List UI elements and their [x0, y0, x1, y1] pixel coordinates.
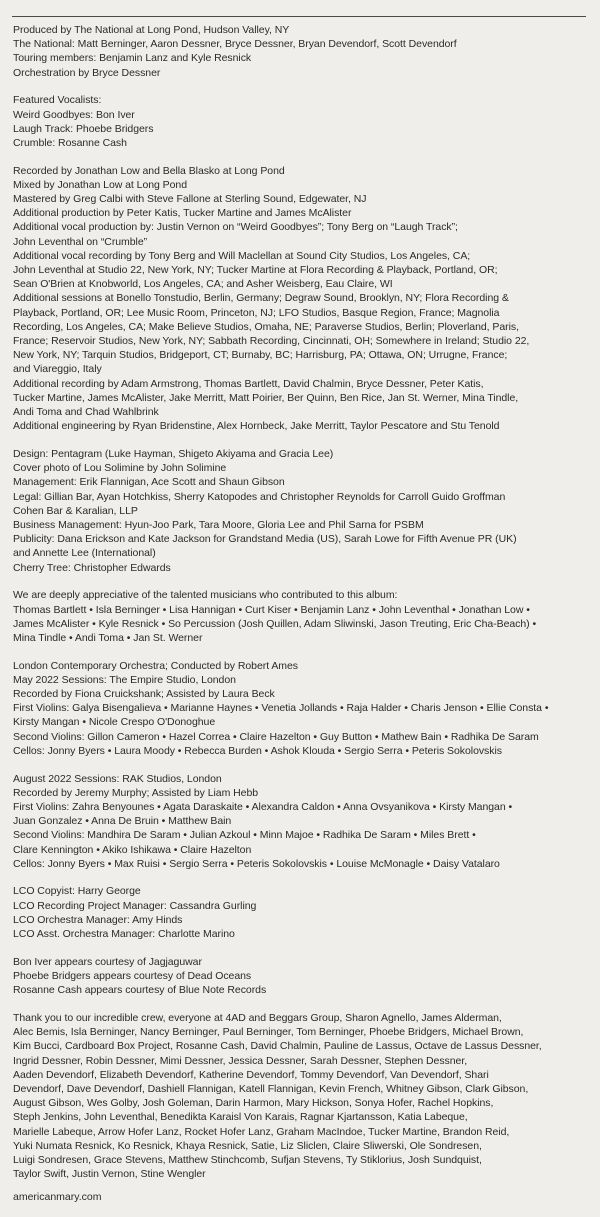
- credit-line: Sean O'Brien at Knobworld, Los Angeles, CA; and Asher Weisberg, Eau Claire, WI: [13, 278, 393, 291]
- credit-line: First Violins: Zahra Benyounes • Agata Daraskaite • Alexandra Caldon • Anna Ovsyanikova • Kirsty Mangan •: [13, 800, 513, 813]
- credit-line: Steph Jenkins, John Leventhal, Benedikta Karaisl Von Karais, Ragnar Kjartansson, Katia Labeque,: [13, 1111, 468, 1124]
- credits-section-musicians: [13, 588, 589, 645]
- credit-line: Mastered by Greg Calbi with Steve Fallone at Sterling Sound, Edgewater, NJ: [13, 193, 367, 206]
- credit-line: Marielle Labeque, Arrow Hofer Lanz, Rocket Hofer Lanz, Graham MacIndoe, Tucker Martine, Brandon Reid,: [13, 1125, 510, 1138]
- credit-line: Juan Gonzalez • Anna De Bruin • Matthew Bain: [13, 815, 232, 828]
- credits-section-featured-vocalists: [13, 93, 589, 150]
- credit-line: Bon Iver appears courtesy of Jagjaguwar: [13, 955, 202, 968]
- credit-line: Taylor Swift, Justin Vernon, Stine Wengler: [13, 1168, 206, 1181]
- top-divider: [12, 16, 586, 17]
- credits-section-design-management: [13, 447, 589, 575]
- credit-line: Cohen Bar & Karalian, LLP: [13, 504, 138, 517]
- credits-section-production: [13, 23, 589, 80]
- credit-line: Aaden Devendorf, Elizabeth Devendorf, Katherine Devendorf, Tommy Devendorf, Van Devendorf, Shari: [13, 1068, 489, 1081]
- credit-line: Additional production by Peter Katis, Tucker Martine and James McAlister: [13, 207, 352, 220]
- credit-line: Legal: Gillian Bar, Ayan Hotchkiss, Sherry Katopodes and Christopher Reynolds for Carroll Guido Groffman: [13, 490, 506, 503]
- credit-line: New York, NY; Tarquin Studios, Bridgeport, CT; Burnaby, BC; Harrisburg, PA; Ottawa, ON; Urrugne, France;: [13, 349, 508, 362]
- credit-line: August 2022 Sessions: RAK Studios, London: [13, 772, 222, 785]
- credit-line: Additional vocal recording by Tony Berg and Will Maclellan at Sound City Studios, Los Angeles, CA;: [13, 249, 471, 262]
- credit-line: Alec Bemis, Isla Berninger, Nancy Berninger, Paul Berninger, Tom Berninger, Phoebe Bridgers, Michael Brown,: [13, 1026, 524, 1039]
- credit-line: Rosanne Cash appears courtesy of Blue Note Records: [13, 984, 267, 997]
- credit-line: LCO Orchestra Manager: Amy Hinds: [13, 913, 183, 926]
- credit-line: Tucker Martine, James McAlister, Jake Merritt, Matt Poirier, Ber Quinn, Ben Rice, Jan St. Werner, Mina Tindle,: [13, 391, 519, 404]
- credit-line: Second Violins: Gillon Cameron • Hazel Correa • Claire Hazelton • Guy Button • Mathew Bain • Radhika De Saram: [13, 730, 539, 743]
- credit-line: Touring members: Benjamin Lanz and Kyle Resnick: [13, 52, 252, 65]
- credit-line: Recorded by Fiona Cruickshank; Assisted by Laura Beck: [13, 688, 275, 701]
- credit-line: Laugh Track: Phoebe Bridgers: [13, 122, 154, 135]
- credit-line: Mixed by Jonathan Low at Long Pond: [13, 178, 188, 191]
- credits-section-recording: [13, 164, 589, 434]
- credit-line: Mina Tindle • Andi Toma • Jan St. Werner: [13, 631, 203, 644]
- credit-line: and Viareggio, Italy: [13, 363, 102, 376]
- credit-line: Andi Toma and Chad Wahlbrink: [13, 406, 159, 419]
- credit-line: Featured Vocalists:: [13, 94, 102, 107]
- credit-line: Kim Bucci, Cardboard Box Project, Rosanne Cash, David Chalmin, Pauline de Lassus, Octave de Lassus Dessner,: [13, 1040, 542, 1053]
- credit-line: Devendorf, Dave Devendorf, Dashiell Flannigan, Katell Flannigan, Kevin French, Whitney Gibson, Clark Gibson,: [13, 1082, 529, 1095]
- credit-line: John Leventhal on “Crumble”: [13, 235, 148, 248]
- credit-line: Weird Goodbyes: Bon Iver: [13, 108, 135, 121]
- credits-section-lco-august: [13, 772, 589, 871]
- credit-line: Produced by The National at Long Pond, Hudson Valley, NY: [13, 24, 290, 36]
- credits-section-lco-staff: [13, 884, 589, 941]
- credit-line: Thomas Bartlett • Isla Berninger • Lisa Hannigan • Curt Kiser • Benjamin Lanz • John Leventhal • Jonathan Low •: [13, 603, 530, 616]
- credit-line: May 2022 Sessions: The Empire Studio, London: [13, 673, 236, 686]
- credit-line: LCO Recording Project Manager: Cassandra Gurling: [13, 899, 257, 912]
- credit-line: Design: Pentagram (Luke Hayman, Shigeto Akiyama and Gracia Lee): [13, 447, 334, 460]
- credit-line: Ingrid Dessner, Robin Dessner, Mimi Dessner, Jessica Dessner, Sarah Dessner, Stephen Dessner,: [13, 1054, 468, 1067]
- credit-line: August Gibson, Wes Golby, Josh Goleman, Darin Harmon, Mary Hickson, Sonya Hofer, Rachel Hopkins,: [13, 1097, 494, 1110]
- credit-line: Second Violins: Mandhira De Saram • Julian Azkoul • Minn Majoe • Radhika De Saram • Miles Brett •: [13, 829, 476, 842]
- website-url: americanmary.com: [13, 1191, 102, 1203]
- credit-line: London Contemporary Orchestra; Conducted by Robert Ames: [13, 659, 298, 672]
- credit-line: Phoebe Bridgers appears courtesy of Dead Oceans: [13, 969, 252, 982]
- credits-section-courtesy: [13, 955, 589, 998]
- credit-line: Recording, Los Angeles, CA; Make Believe Studios, Omaha, NE; Paraverse Studios, Berlin; Ploverland, Paris,: [13, 320, 519, 333]
- credit-line: James McAlister • Kyle Resnick • So Percussion (Josh Quillen, Adam Sliwinski, Jason Treuting, Eric Cha-Beach) •: [13, 617, 537, 630]
- credit-line: Kirsty Mangan • Nicole Crespo O'Donoghue: [13, 716, 216, 729]
- credit-line: Cherry Tree: Christopher Edwards: [13, 561, 171, 574]
- credit-line: Additional sessions at Bonello Tonstudio, Berlin, Germany; Degraw Sound, Brooklyn, NY; Flora Recording &: [13, 292, 509, 305]
- credit-line: First Violins: Galya Bisengalieva • Marianne Haynes • Venetia Jollands • Raja Halder • Charis Jenson • Ellie Consta •: [13, 702, 549, 715]
- credit-line: Luigi Sondresen, Grace Stevens, Matthew Stinchcomb, Sufjan Stevens, Ty Stiklorius, Josh Sundquist,: [13, 1153, 482, 1166]
- credit-line: LCO Asst. Orchestra Manager: Charlotte Marino: [13, 928, 235, 941]
- credit-line: Recorded by Jeremy Murphy; Assisted by Liam Hebb: [13, 786, 259, 799]
- credits-section-lco-may: [13, 659, 589, 758]
- credit-line: Cover photo of Lou Solimine by John Solimine: [13, 462, 227, 475]
- credit-line: Recorded by Jonathan Low and Bella Blasko at Long Pond: [13, 164, 285, 177]
- credit-line: John Leventhal at Studio 22, New York, NY; Tucker Martine at Flora Recording & Playback, Portland, OR;: [13, 264, 498, 277]
- credit-line: Management: Erik Flannigan, Ace Scott and Shaun Gibson: [13, 476, 285, 489]
- credit-line: Publicity: Dana Erickson and Kate Jackson for Grandstand Media (US), Sarah Lowe for Fifth Avenue PR (UK): [13, 533, 517, 546]
- credit-line: Business Management: Hyun-Joo Park, Tara Moore, Gloria Lee and Phil Sarna for PSBM: [13, 519, 424, 531]
- credit-line: Additional vocal production by: Justin Vernon on “Weird Goodbyes”; Tony Berg on “Laugh Track”;: [13, 221, 458, 234]
- credit-line: Yuki Numata Resnick, Ko Resnick, Khaya Resnick, Satie, Liz Sliclen, Claire Sliwerski, Ole Sondresen,: [13, 1139, 482, 1152]
- credit-line: Cellos: Jonny Byers • Max Ruisi • Sergio Serra • Peteris Sokolovskis • Louise McMonagle • Daisy Vatalaro: [13, 857, 500, 870]
- credit-line: Thank you to our incredible crew, everyone at 4AD and Beggars Group, Sharon Agnello, James Alderman,: [13, 1011, 502, 1024]
- credit-line: Clare Kennington • Akiko Ishikawa • Claire Hazelton: [13, 843, 252, 856]
- credit-line: Playback, Portland, OR; Lee Music Room, Princeton, NJ; LFO Studios, Basque Region, France; Magnolia: [13, 306, 500, 319]
- credit-line: Orchestration by Bryce Dessner: [13, 66, 161, 79]
- credits-section-thanks: [13, 1011, 589, 1181]
- credit-line: Additional recording by Adam Armstrong, Thomas Bartlett, David Chalmin, Bryce Dessner, Peter Katis,: [13, 377, 484, 390]
- credits-body: [13, 23, 589, 1195]
- credit-line: The National: Matt Berninger, Aaron Dessner, Bryce Dessner, Bryan Devendorf, Scott Devendorf: [13, 38, 457, 51]
- credit-line: Crumble: Rosanne Cash: [13, 136, 127, 149]
- credit-line: Cellos: Jonny Byers • Laura Moody • Rebecca Burden • Ashok Klouda • Sergio Serra • Peteris Sokolovskis: [13, 744, 502, 757]
- credit-line: LCO Copyist: Harry George: [13, 885, 141, 898]
- credit-line: Additional engineering by Ryan Bridenstine, Alex Hornbeck, Jake Merritt, Taylor Pescatore and Stu Tenold: [13, 420, 500, 433]
- credit-line: We are deeply appreciative of the talented musicians who contributed to this album:: [13, 589, 398, 602]
- credit-line: France; Reservoir Studios, New York, NY; Sabbath Recording, Cincinnati, OH; Somewhere in Ireland; Studio 22,: [13, 335, 530, 348]
- credit-line: and Annette Lee (International): [13, 547, 156, 560]
